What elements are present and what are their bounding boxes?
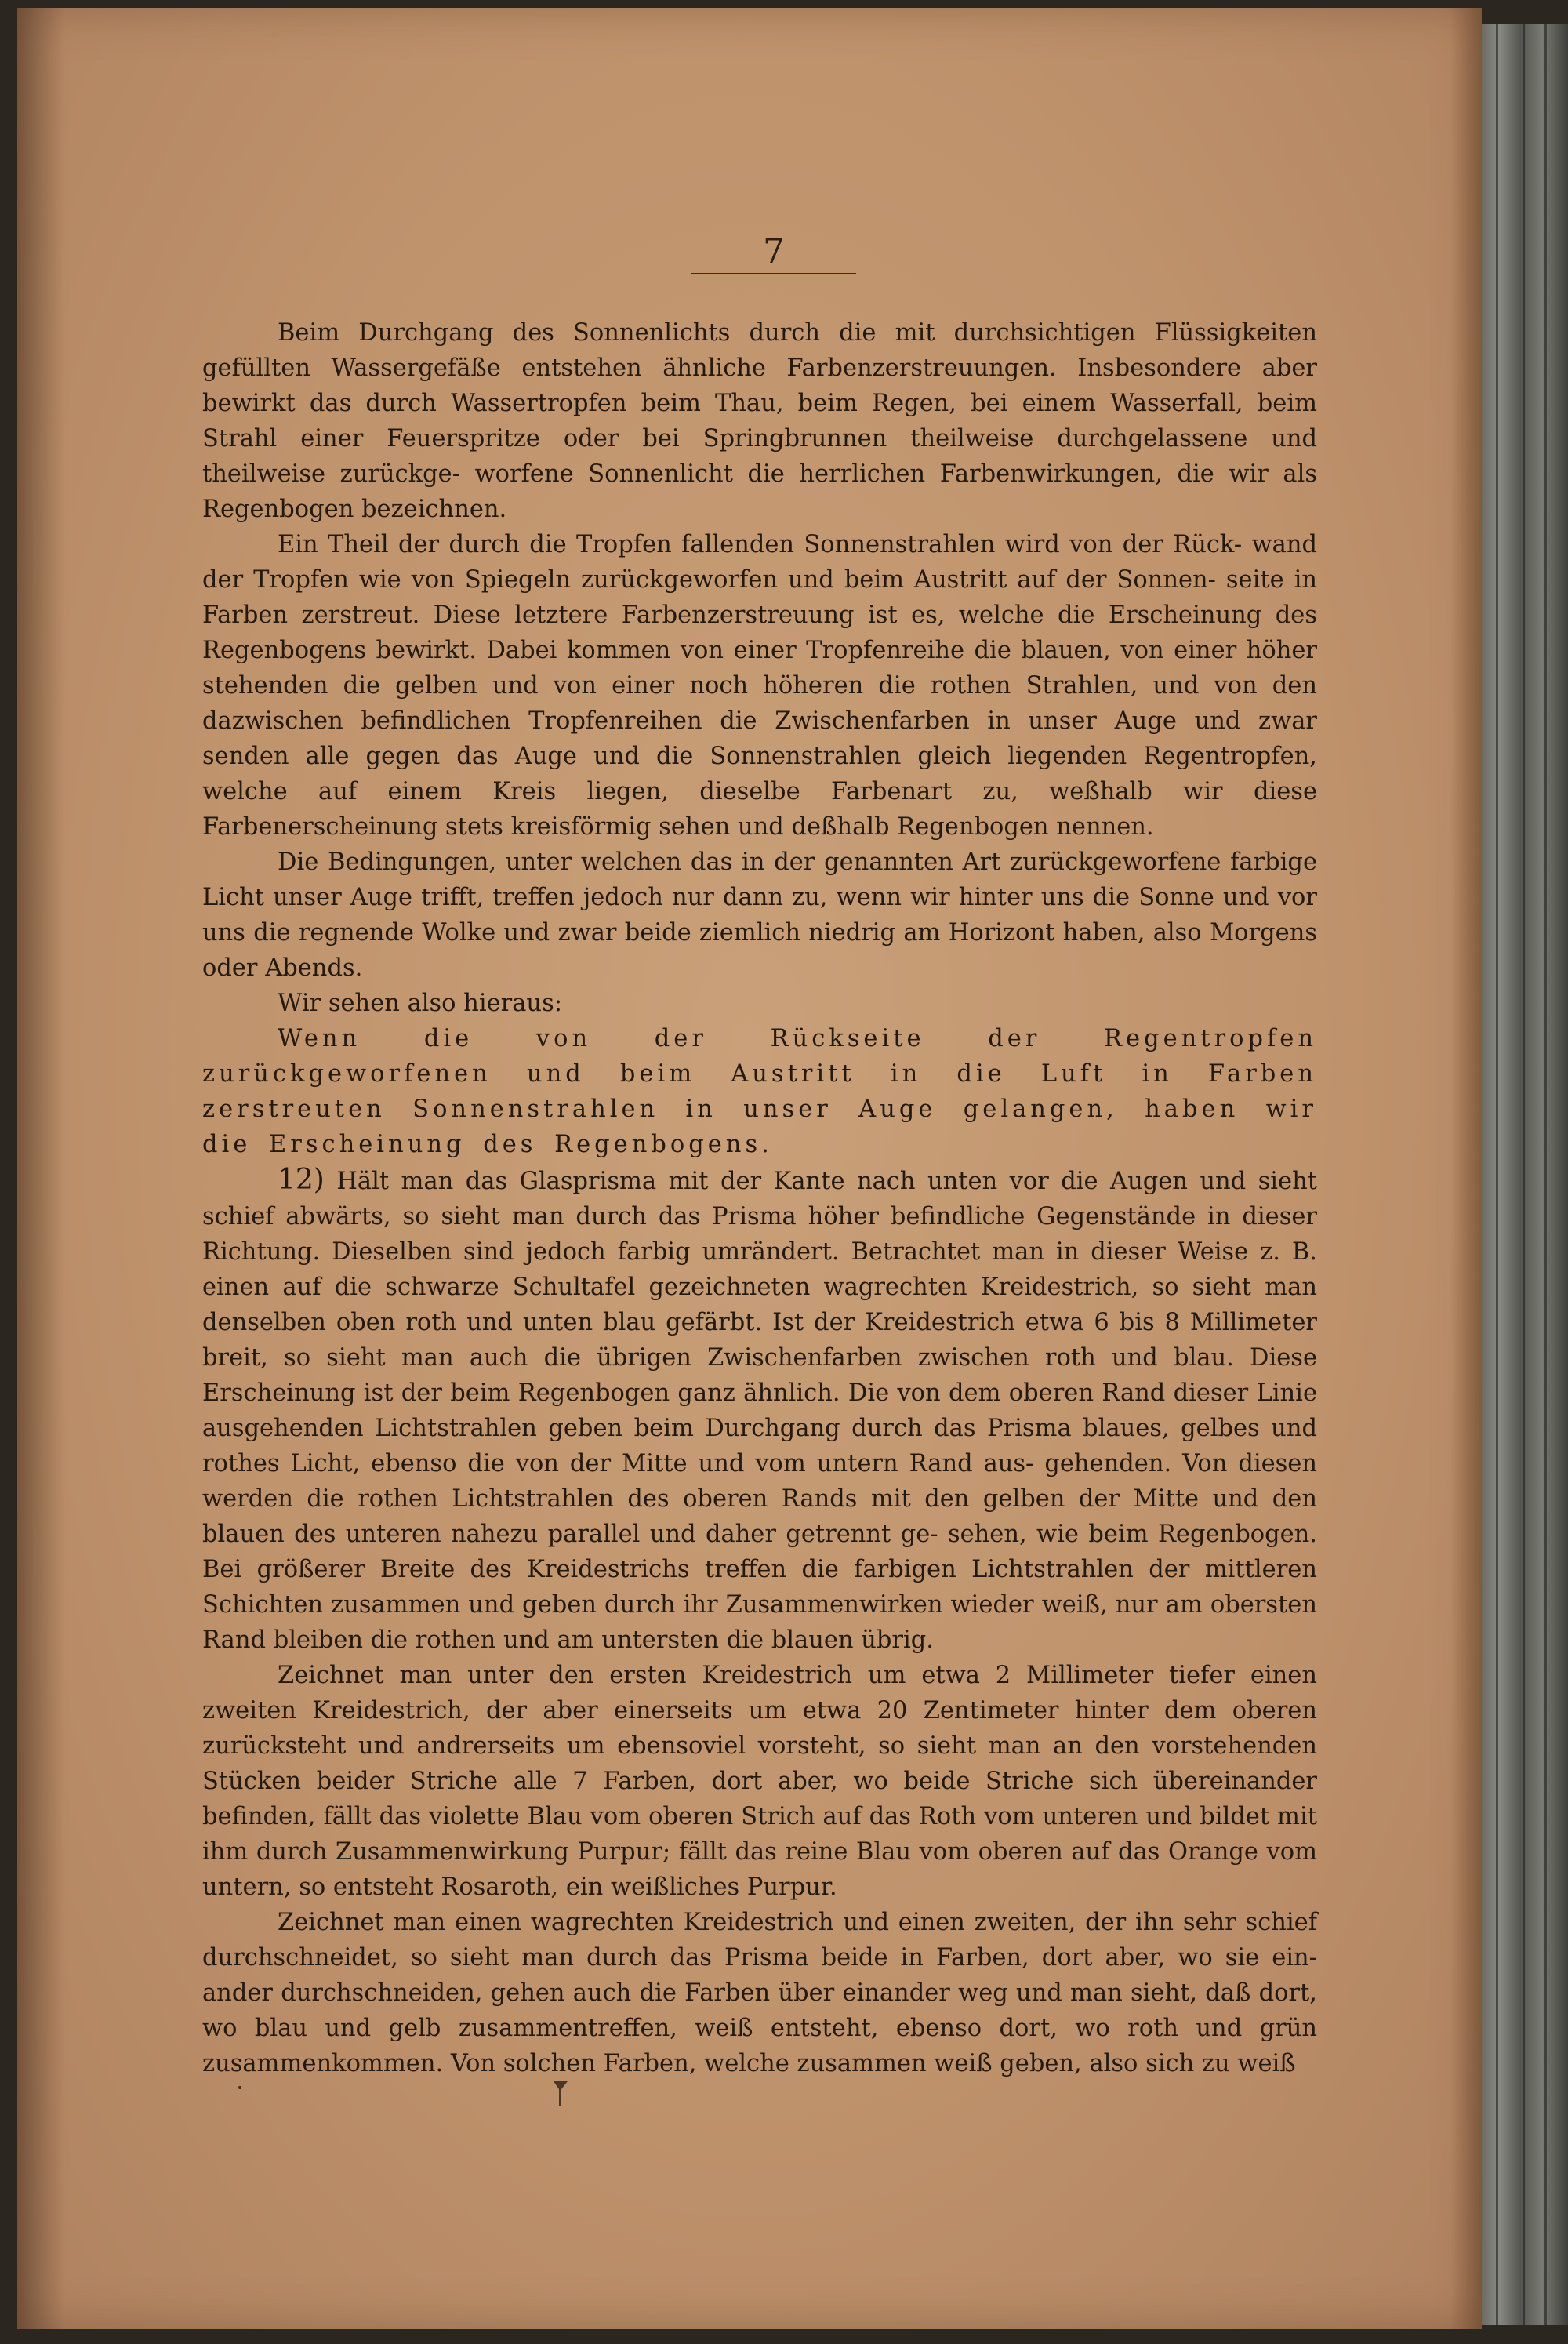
page-shadow-right	[1450, 8, 1482, 2329]
paragraph-8: Zeichnet man einen wagrechten Kreidestrich und einen zweiten, der ihn sehr schief durchschneidet, so sieht man durch das Prisma beide in Farben, dort aber, wo sie ein- ander durchschneiden, gehen auch die Farben über einander weg und man sieht, daß dort, wo blau und gelb zusammentreffen, weiß entsteht, ebenso dort, wo roth und grün zusammenkommen. Von solchen Farben, welche zusammen weiß geben, also sich zu weiß	[202, 1909, 1317, 2077]
page-number: 7	[763, 231, 785, 271]
paragraph-6-text: Hält man das Glasprisma mit der Kante nach unten vor die Augen und sieht schief abwärts, so sieht man durch das Prisma höher befindliche Gegenstände in dieser Richtung. Dieselben sind jedoch farbig umrändert. Betrachtet man in dieser Weise z. B. einen auf die schwarze Schultafel gezeichneten wagrechten Kreidestrich, so sieht man denselben oben roth und unten blau gefärbt. Ist der Kreidestrich etwa 6 bis 8 Millimeter breit, so sieht man auch die übrigen Zwischenfarben zwischen roth und blau. Diese Erscheinung ist der beim Regenbogen ganz ähnlich. Die von dem oberen Rand dieser Linie ausgehenden Lichtstrahlen geben beim Durchgang durch das Prisma blaues, gelbes und rothes Licht, ebenso die von der Mitte und vom untern Rand aus- gehenden. Von diesen werden die rothen Lichtstrahlen des oberen Rands mit den gelben der Mitte und den blauen des unteren nahezu parallel und daher getrennt ge- sehen, wie beim Regenbogen. Bei größerer Breite des Kreidestrichs treffen die farbigen Lichtstrahlen der mittleren Schichten zusammen und geben durch ihr Zusammenwirken wieder weiß, nur am obersten Rand bleiben die rothen und am untersten die blauen übrig.	[202, 1168, 1317, 1654]
paragraph-4: Wir sehen also hieraus:	[278, 990, 563, 1017]
paragraph-7: Zeichnet man unter den ersten Kreidestrich um etwa 2 Millimeter tiefer einen zweiten Kreidestrich, der aber einerseits um etwa 20 Zentimeter hinter dem oberen zurücksteht und andrerseits um ebensoviel vorsteht, so sieht man an den vorstehenden Stücken beider Striche alle 7 Farben, dort aber, wo beide Striche sich übereinander befinden, fällt das violette Blau vom oberen Strich auf das Roth vom unteren und bildet mit ihm durch Zusammenwirkung Purpur; fällt das reine Blau vom oberen auf das Orange vom untern, so entsteht Rosaroth, ein weißliches Purpur.	[202, 1662, 1317, 1901]
binding-stripe	[1523, 24, 1525, 2325]
ink-spot	[238, 2086, 241, 2089]
section-number: 12)	[278, 1164, 325, 1196]
paragraph-3: Die Bedingungen, unter welchen das in der genannten Art zurückgeworfene farbige Licht unser Auge trifft, treffen jedoch nur dann zu, wenn wir hinter uns die Sonne und vor uns die regnende Wolke und zwar beide ziemlich niedrig am Horizont haben, also Morgens oder Abends.	[202, 849, 1317, 982]
book-binding	[1482, 24, 1568, 2325]
binding-stripe	[1496, 24, 1498, 2325]
body-text	[202, 315, 1317, 2081]
paragraph-2: Ein Theil der durch die Tropfen fallenden Sonnenstrahlen wird von der Rück- wand der Tropfen wie von Spiegeln zurückgeworfen und beim Austritt auf der Sonnen- seite in Farben zerstreut. Diese letztere Farbenzerstreuung ist es, welche die Erscheinung des Regenbogens bewirkt. Dabei kommen von einer Tropfenreihe die blauen, von einer höher stehenden die gelben und von einer noch höheren die rothen Strahlen, und von den dazwischen befindlichen Tropfenreihen die Zwischenfarben in unser Auge und zwar senden alle gegen das Auge und die Sonnenstrahlen gleich liegenden Regentropfen, welche auf einem Kreis liegen, dieselbe Farbenart zu, weßhalb wir diese Farbenerscheinung stets kreisförmig sehen und deßhalb Regenbogen nennen.	[202, 531, 1317, 841]
binding-stripe	[1544, 24, 1547, 2325]
book-page	[17, 8, 1482, 2329]
ink-mark-icon	[550, 2078, 571, 2110]
paragraph-5-summary: Wenn die von der Rückseite der Regentropfen zurückgeworfenen und beim Austritt in die Luft in Farben zerstreuten Sonnenstrahlen in unser Auge gelangen, haben wir die Erscheinung des Regenbogens.	[202, 1025, 1317, 1158]
paragraph-6	[202, 1162, 1317, 1658]
page-shadow-left	[17, 8, 64, 2329]
paragraph-1: Beim Durchgang des Sonnenlichts durch die mit durchsichtigen Flüssigkeiten gefüllten Wassergefäße entstehen ähnliche Farbenzerstreuungen. Insbesondere aber bewirkt das durch Wassertropfen beim Thau, beim Regen, bei einem Wasserfall, beim Strahl einer Feuerspritze oder bei Springbrunnen theilweise durchgelassene und theilweise zurückge- worfene Sonnenlicht die herrlichen Farbenwirkungen, die wir als Regenbogen bezeichnen.	[202, 319, 1317, 523]
header-rule	[691, 273, 856, 274]
